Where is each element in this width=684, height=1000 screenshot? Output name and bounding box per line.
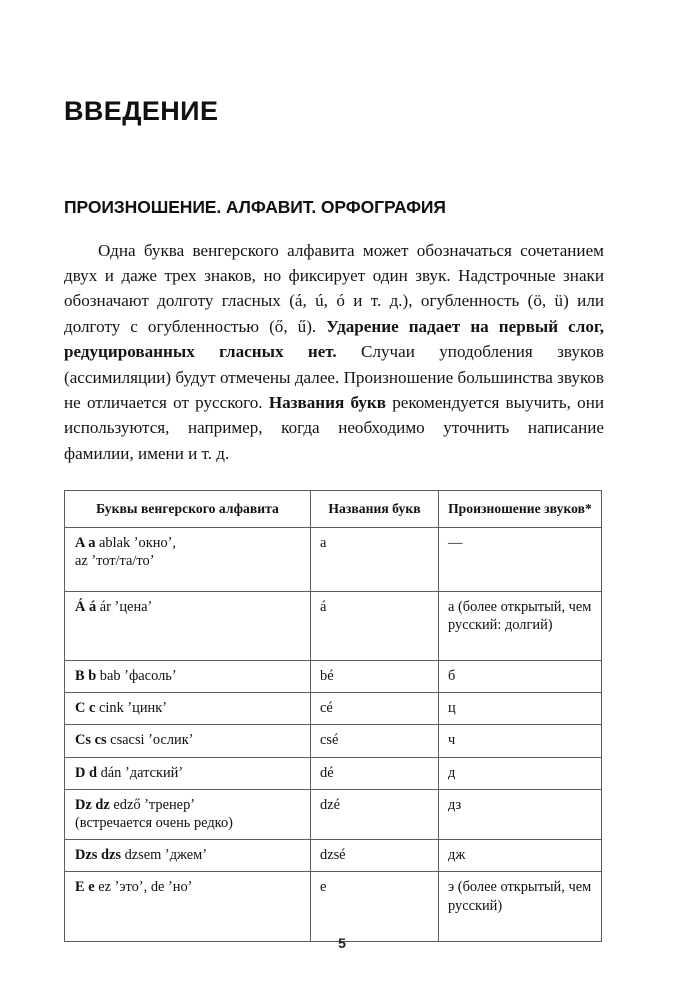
example-word: ez ʼэтоʼ, de ʼноʼ: [94, 879, 193, 896]
cell-letters: [65, 591, 311, 660]
cell-pronunciation: дж: [439, 840, 602, 872]
example-word: ár ʼценаʼ: [96, 598, 153, 615]
cell-letters: [65, 757, 311, 789]
table-row: [65, 757, 602, 789]
example-word-second-line: az ʼтот/та/тоʼ: [75, 553, 155, 570]
letter-pair: Dz dz: [75, 796, 110, 813]
example-word: cink ʼцинкʼ: [95, 700, 168, 717]
example-word: ablak ʼокноʼ,: [95, 535, 177, 552]
letter-pair: Cs cs: [75, 732, 107, 749]
table-row: [65, 661, 602, 693]
cell-pronunciation: —: [439, 528, 602, 591]
paragraph-text-part-2: Случаи уподобления звуков (ассимиляции) будут отмечены далее. Произношение большинства звуков не отличается от русского.: [64, 342, 604, 413]
cell-pronunciation: дз: [439, 789, 602, 839]
letter-pair: E e: [75, 879, 95, 896]
example-word: dzsem ʼджемʼ: [120, 847, 208, 864]
letter-pair: Dzs dzs: [75, 847, 121, 864]
cell-letter-name: dzsé: [311, 840, 439, 872]
cell-pronunciation: ц: [439, 693, 602, 725]
cell-pronunciation: а (более открытый, чем русский: долгий): [439, 591, 602, 660]
letter-pair: C c: [75, 700, 96, 717]
cell-letters: [65, 725, 311, 757]
intro-paragraph: [64, 218, 604, 467]
cell-letters: [65, 693, 311, 725]
example-word: csacsi ʼосликʼ: [106, 732, 194, 749]
cell-pronunciation: ч: [439, 725, 602, 757]
cell-pronunciation: э (более открытый, чем русский): [439, 872, 602, 941]
page-number: 5: [338, 935, 346, 951]
table-body: [65, 528, 602, 942]
letter-pair: Á á: [75, 598, 97, 615]
cell-letter-name: e: [311, 872, 439, 941]
page-title: ВВЕДЕНИЕ: [64, 96, 219, 126]
paragraph-bold-stress-rule: Ударение падает на первый слог, редуцированных гласных нет.: [64, 316, 604, 362]
table-row: [65, 693, 602, 725]
paragraph-bold-letter-names: Названия букв: [268, 393, 386, 413]
cell-letters: [65, 872, 311, 941]
cell-letter-name: csé: [311, 725, 439, 757]
table-row: [65, 591, 602, 660]
cell-letter-name: cé: [311, 693, 439, 725]
table-row: [65, 872, 602, 941]
table-row: [65, 840, 602, 872]
cell-pronunciation: б: [439, 661, 602, 693]
paragraph-text-part-3: рекомендуется выучить, они используются, например, когда необходимо уточнить написание фамилии, имени и т. д.: [64, 393, 604, 463]
letter-pair: B b: [75, 668, 97, 685]
cell-letters: [65, 789, 311, 839]
column-header-letters: Буквы венгерского алфавита: [65, 491, 311, 528]
letter-pair: D d: [75, 764, 97, 781]
page-content: [64, 0, 604, 942]
letter-pair: A a: [75, 535, 96, 552]
cell-letter-name: a: [311, 528, 439, 591]
cell-letter-name: dé: [311, 757, 439, 789]
cell-pronunciation: д: [439, 757, 602, 789]
column-header-pronunciation: Произношение звуков*: [439, 491, 602, 528]
example-word: bab ʼфасольʼ: [96, 668, 177, 685]
alphabet-table: [64, 490, 602, 942]
cell-letters: [65, 661, 311, 693]
table-row: [65, 789, 602, 839]
example-word: edző ʼтренерʼ: [109, 796, 196, 813]
table-row: [65, 725, 602, 757]
cell-letter-name: á: [311, 591, 439, 660]
cell-letters: [65, 840, 311, 872]
table-row: [65, 528, 602, 591]
example-word: dán ʼдатскийʼ: [97, 764, 184, 781]
section-heading: ПРОИЗНОШЕНИЕ. АЛФАВИТ. ОРФОГРАФИЯ: [64, 197, 446, 218]
table-header-row: [65, 491, 602, 528]
example-word-second-line: (встречается очень редко): [75, 815, 233, 832]
cell-letter-name: bé: [311, 661, 439, 693]
cell-letters: [65, 528, 311, 591]
cell-letter-name: dzé: [311, 789, 439, 839]
paragraph-text-part-1: Одна буква венгерского алфавита может обозначаться сочетанием двух и даже трех знаков, но фиксирует один звук. Надстрочные знаки обозначают долготу гласных (á, ú, ó и т. д.), огубленность (ö, ü) или долготу с огубленностью (ő, ű).: [64, 240, 604, 336]
column-header-names: Названия букв: [311, 491, 439, 528]
